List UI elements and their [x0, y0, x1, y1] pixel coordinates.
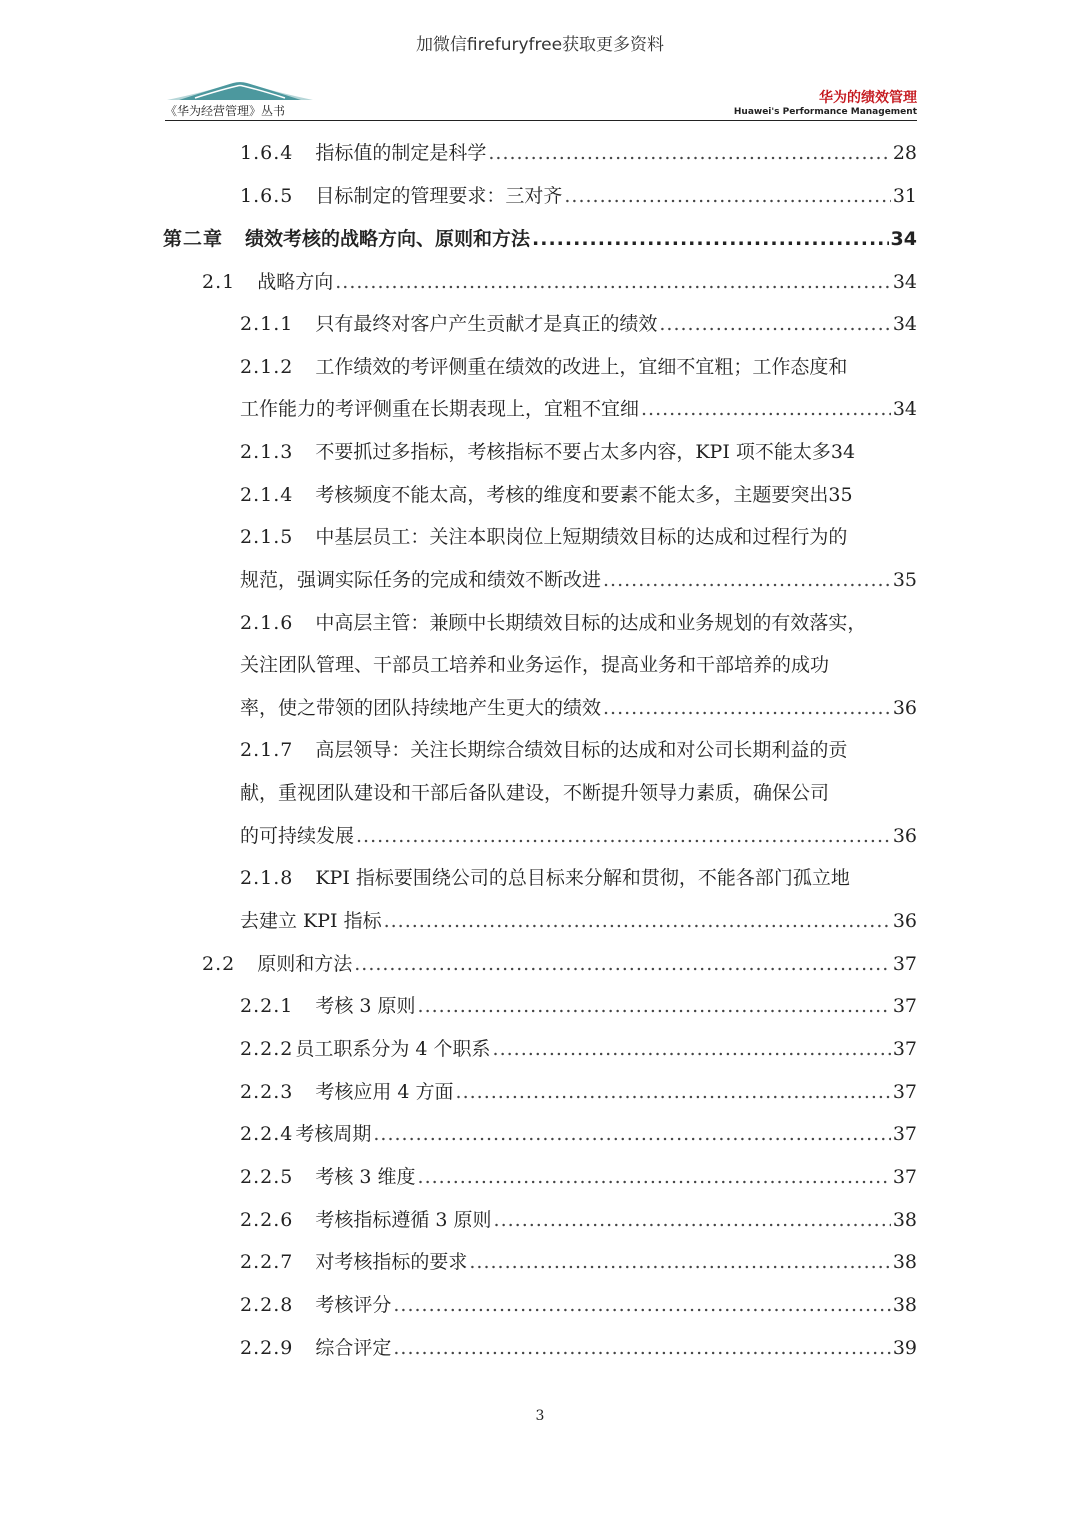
toc-entry-continuation[interactable]: 去建立 KPI 指标 ..... 36: [240, 906, 917, 936]
toc-section-entry[interactable]: 2.2 原则和方法 ..... 37: [202, 949, 917, 979]
watermark-text: 加微信firefuryfree获取更多资料: [415, 35, 665, 55]
toc-entry[interactable]: 2.2.5 考核 3 维度 ..... 37: [240, 1162, 917, 1192]
toc-entry[interactable]: 2.2.2 员工职系分为 4 个职系 ..... 37: [240, 1034, 917, 1064]
page-number: 3: [535, 1408, 545, 1424]
toc-entry[interactable]: 2.1.1 只有最终对客户产生贡献才是真正的绩效 ..... 34: [240, 309, 917, 339]
toc-entry[interactable]: 2.1.3 不要抓过多指标，考核指标不要占太多内容，KPI 项不能太多34: [240, 441, 856, 463]
toc-entry[interactable]: 2.1.8 KPI 指标要围绕公司的总目标来分解和贯彻，不能各部门孤立地: [240, 867, 850, 889]
toc-entry-continuation[interactable]: 献，重视团队建设和干部后备队建设，不断提升领导力素质，确保公司: [240, 782, 830, 804]
toc-entry[interactable]: 2.1.5 中基层员工：关注本职岗位上短期绩效目标的达成和过程行为的: [240, 526, 848, 548]
toc-entry-continuation[interactable]: 规范，强调实际任务的完成和绩效不断改进 ..... 35: [240, 565, 917, 595]
toc-entry[interactable]: 2.2.1 考核 3 原则 ..... 37: [240, 991, 917, 1021]
toc-entry-continuation[interactable]: 关注团队管理、干部员工培养和业务运作，提高业务和干部培养的成功: [240, 654, 830, 676]
toc-entry[interactable]: 2.1.4 考核频度不能太高，考核的维度和要素不能太多，主题要突出35: [240, 484, 853, 506]
brand-title-cn: 华为的绩效管理: [819, 90, 917, 106]
mountain-logo-icon: [165, 78, 315, 102]
header-rule: [165, 120, 917, 121]
toc-entry[interactable]: 2.1.2 工作绩效的考评侧重在绩效的改进上，宜细不宜粗；工作态度和: [240, 356, 848, 378]
toc-entry[interactable]: 2.2.3 考核应用 4 方面 ..... 37: [240, 1077, 917, 1107]
toc-entry[interactable]: 1.6.4 指标值的制定是科学 ..... 28: [240, 138, 917, 168]
toc-entry[interactable]: 2.2.8 考核评分 ..... 38: [240, 1290, 917, 1320]
brand-title-en: Huawei's Performance Management: [733, 107, 917, 117]
book-brand: [734, 90, 917, 118]
toc-entry-continuation[interactable]: 率，使之带领的团队持续地产生更大的绩效 ..... 36: [240, 693, 917, 723]
toc-entry[interactable]: 2.2.7 对考核指标的要求 ..... 38: [240, 1247, 917, 1277]
toc-entry[interactable]: 2.2.4 考核周期 ..... 37: [240, 1119, 917, 1149]
toc-entry[interactable]: 2.1.6 中高层主管：兼顾中长期绩效目标的达成和业务规划的有效落实，: [240, 612, 867, 634]
series-logo: [165, 78, 315, 122]
toc-entry-continuation[interactable]: 的可持续发展 ..... 36: [240, 821, 917, 851]
toc-section-entry[interactable]: 2.1 战略方向 ..... 34: [202, 267, 917, 297]
toc-entry[interactable]: 2.2.6 考核指标遵循 3 原则 ..... 38: [240, 1205, 917, 1235]
series-title: 《华为经营管理》丛书: [165, 104, 286, 118]
toc-entry[interactable]: 1.6.5 目标制定的管理要求：三对齐 ..... 31: [240, 181, 917, 211]
toc-entry-continuation[interactable]: 工作能力的考评侧重在长期表现上，宜粗不宜细 ..... 34: [240, 394, 917, 424]
toc-chapter-entry[interactable]: 第二章 绩效考核的战略方向、原则和方法 ..... 34: [163, 224, 917, 254]
toc-entry[interactable]: 2.1.7 高层领导：关注长期综合绩效目标的达成和对公司长期利益的贡: [240, 739, 848, 761]
toc-entry[interactable]: 2.2.9 综合评定 ..... 39: [240, 1333, 917, 1363]
